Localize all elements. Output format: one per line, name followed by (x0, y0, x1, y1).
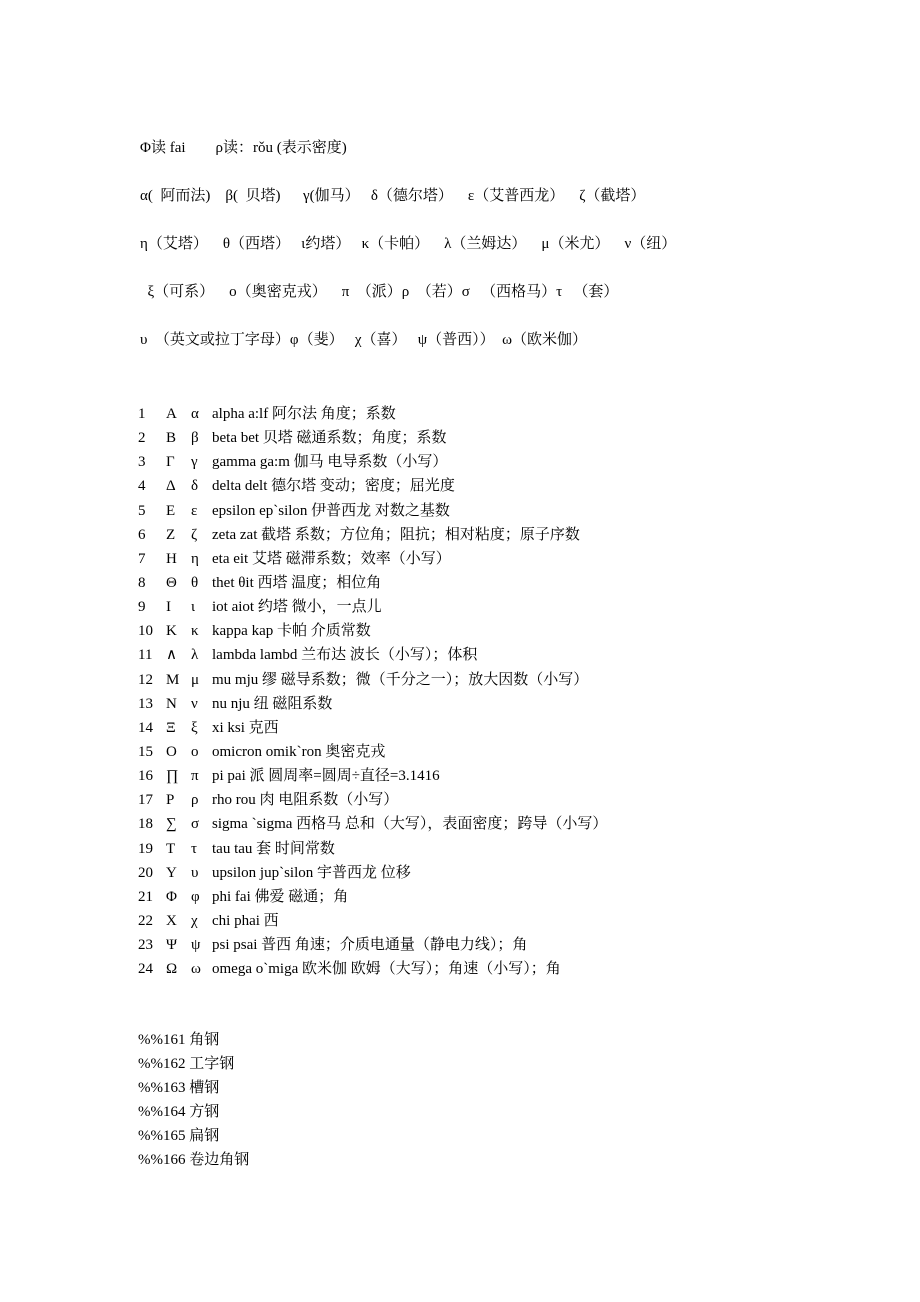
letter-description: pi pai 派 圆周率=圆周÷直径=3.1416 (212, 768, 440, 785)
letter-description: nu nju 纽 磁阻系数 (212, 695, 333, 712)
lowercase-letter: κ (191, 623, 199, 640)
lowercase-letter: ρ (191, 792, 199, 809)
row-number: 10 (138, 623, 153, 640)
letter-description: phi fai 佛爱 磁通；角 (212, 888, 349, 905)
row-number: 11 (138, 647, 153, 664)
uppercase-letter: Δ (166, 478, 176, 495)
letter-description: kappa kap 卡帕 介质常数 (212, 623, 371, 640)
uppercase-letter: Ι (166, 599, 171, 616)
row-number: 6 (138, 526, 146, 543)
lowercase-letter: σ (191, 816, 200, 833)
lowercase-letter: χ (191, 912, 198, 929)
lowercase-letter: ζ (191, 526, 198, 543)
lowercase-letter: β (191, 430, 199, 447)
letter-description: omicron omik`ron 奥密克戎 (212, 743, 386, 760)
uppercase-letter: Ζ (166, 526, 176, 543)
row-number: 23 (138, 937, 153, 954)
intro-line-4: ξ（可系） ο（奥密克戎） π （派）ρ （若）σ （西格马）τ （套） (140, 284, 619, 300)
uppercase-letter: Η (166, 550, 177, 567)
row-number: 8 (138, 574, 146, 591)
letter-description: gamma ga:m 伽马 电导系数（小写） (212, 454, 448, 471)
uppercase-letter: Τ (166, 840, 176, 857)
uppercase-letter: Ε (166, 502, 176, 519)
letter-description: alpha a:lf 阿尔法 角度；系数 (212, 406, 396, 422)
uppercase-letter: Γ (166, 454, 175, 471)
lowercase-letter: η (191, 550, 199, 567)
row-number: 9 (138, 599, 146, 616)
row-number: 14 (138, 719, 153, 736)
row-number: 21 (138, 888, 153, 905)
letter-description: omega o`miga 欧米伽 欧姆（大写）；角速（小写）；角 (212, 961, 561, 978)
row-number: 20 (138, 864, 153, 881)
letter-description: zeta zat 截塔 系数；方位角；阻抗；相对粘度；原子序数 (212, 526, 580, 543)
intro-line-5: υ （英文或拉丁字母）φ（斐） χ（喜） ψ（普西）） ω（欧米伽） (140, 332, 588, 348)
uppercase-letter: Θ (166, 574, 177, 591)
row-number: 17 (138, 792, 153, 809)
list-item: %%162 工字钢 (138, 1056, 235, 1072)
uppercase-letter: Ο (166, 743, 177, 760)
list-item: %%161 角钢 (138, 1032, 220, 1048)
uppercase-letter: Ω (166, 961, 178, 978)
letter-description: lambda lambd 兰布达 波长（小写）；体积 (212, 647, 478, 664)
uppercase-letter: Α (166, 406, 177, 422)
row-number: 4 (138, 478, 146, 495)
intro-line-1: Φ读 fai ρ读：rǒu (表示密度) (140, 140, 347, 156)
lowercase-letter: λ (191, 647, 199, 664)
uppercase-letter: ∑ (166, 816, 177, 833)
list-item: %%163 槽钢 (138, 1080, 220, 1096)
lowercase-letter: θ (191, 574, 199, 591)
letter-description: psi psai 普西 角速；介质电通量（静电力线）；角 (212, 937, 528, 954)
letter-description: rho rou 肉 电阻系数（小写） (212, 792, 399, 809)
letter-description: thet θit 西塔 温度；相位角 (212, 574, 382, 591)
uppercase-letter: Ν (166, 695, 177, 712)
row-number: 16 (138, 768, 153, 785)
steel-code-list (138, 1028, 249, 1172)
lowercase-letter: ω (191, 961, 201, 978)
lowercase-letter: μ (191, 671, 200, 688)
uppercase-letter: ∏ (166, 768, 179, 785)
row-number: 18 (138, 816, 153, 833)
intro-line-3: η（艾塔） θ（西塔） ι约塔） κ（卡帕） λ（兰姆达） μ（米尤） ν（纽） (140, 236, 677, 252)
intro-line-2: α( 阿而法) β( 贝塔) γ(伽马） δ（德尔塔） ε（艾普西龙） ζ（截塔） (140, 188, 646, 204)
letter-description: iot aiot 约塔 微小，一点儿 (212, 599, 382, 616)
letter-description: upsilon jup`silon 宇普西龙 位移 (212, 864, 411, 881)
lowercase-letter: ψ (191, 937, 201, 954)
letter-description: delta delt 德尔塔 变动；密度；屈光度 (212, 478, 455, 495)
row-number: 13 (138, 695, 153, 712)
uppercase-letter: Μ (166, 671, 180, 688)
lowercase-letter: υ (191, 864, 199, 881)
row-number: 15 (138, 743, 153, 760)
row-number: 2 (138, 430, 146, 447)
row-number: 3 (138, 454, 146, 471)
row-number: 5 (138, 502, 146, 519)
lowercase-letter: ε (191, 502, 198, 519)
letter-description: tau tau 套 时间常数 (212, 840, 335, 857)
list-item: %%164 方钢 (138, 1104, 220, 1120)
lowercase-letter: α (191, 406, 199, 422)
uppercase-letter: Ρ (166, 792, 175, 809)
uppercase-letter: Β (166, 430, 177, 447)
lowercase-letter: ο (191, 743, 199, 760)
uppercase-letter: Κ (166, 623, 177, 640)
lowercase-letter: ν (191, 695, 198, 712)
letter-description: mu mju 缪 磁导系数；微（千分之一）；放大因数（小写） (212, 671, 589, 688)
lowercase-letter: ξ (191, 719, 198, 736)
lowercase-letter: δ (191, 478, 199, 495)
uppercase-letter: Υ (166, 864, 177, 881)
lowercase-letter: π (191, 768, 199, 785)
letter-description: beta bet 贝塔 磁通系数；角度；系数 (212, 430, 447, 447)
lowercase-letter: φ (191, 888, 200, 905)
uppercase-letter: Ψ (166, 937, 178, 954)
lowercase-letter: γ (191, 454, 198, 471)
list-item: %%165 扁钢 (138, 1128, 220, 1144)
list-item: %%166 卷边角钢 (138, 1152, 250, 1168)
uppercase-letter: Χ (166, 912, 177, 929)
row-number: 24 (138, 961, 153, 978)
row-number: 7 (138, 550, 146, 567)
row-number: 12 (138, 671, 153, 688)
lowercase-letter: τ (191, 840, 198, 857)
letter-description: xi ksi 克西 (212, 719, 279, 736)
uppercase-letter: Φ (166, 888, 177, 905)
uppercase-letter: ∧ (166, 647, 177, 664)
letter-description: sigma `sigma 西格马 总和（大写），表面密度；跨导（小写） (212, 816, 608, 833)
lowercase-letter: ι (191, 599, 196, 616)
letter-description: chi phai 西 (212, 912, 279, 929)
letter-description: eta eit 艾塔 磁滞系数；效率（小写） (212, 550, 451, 567)
row-number: 22 (138, 912, 153, 929)
row-number: 1 (138, 406, 146, 422)
letter-description: epsilon ep`silon 伊普西龙 对数之基数 (212, 502, 450, 519)
uppercase-letter: Ξ (166, 719, 176, 736)
row-number: 19 (138, 840, 153, 857)
